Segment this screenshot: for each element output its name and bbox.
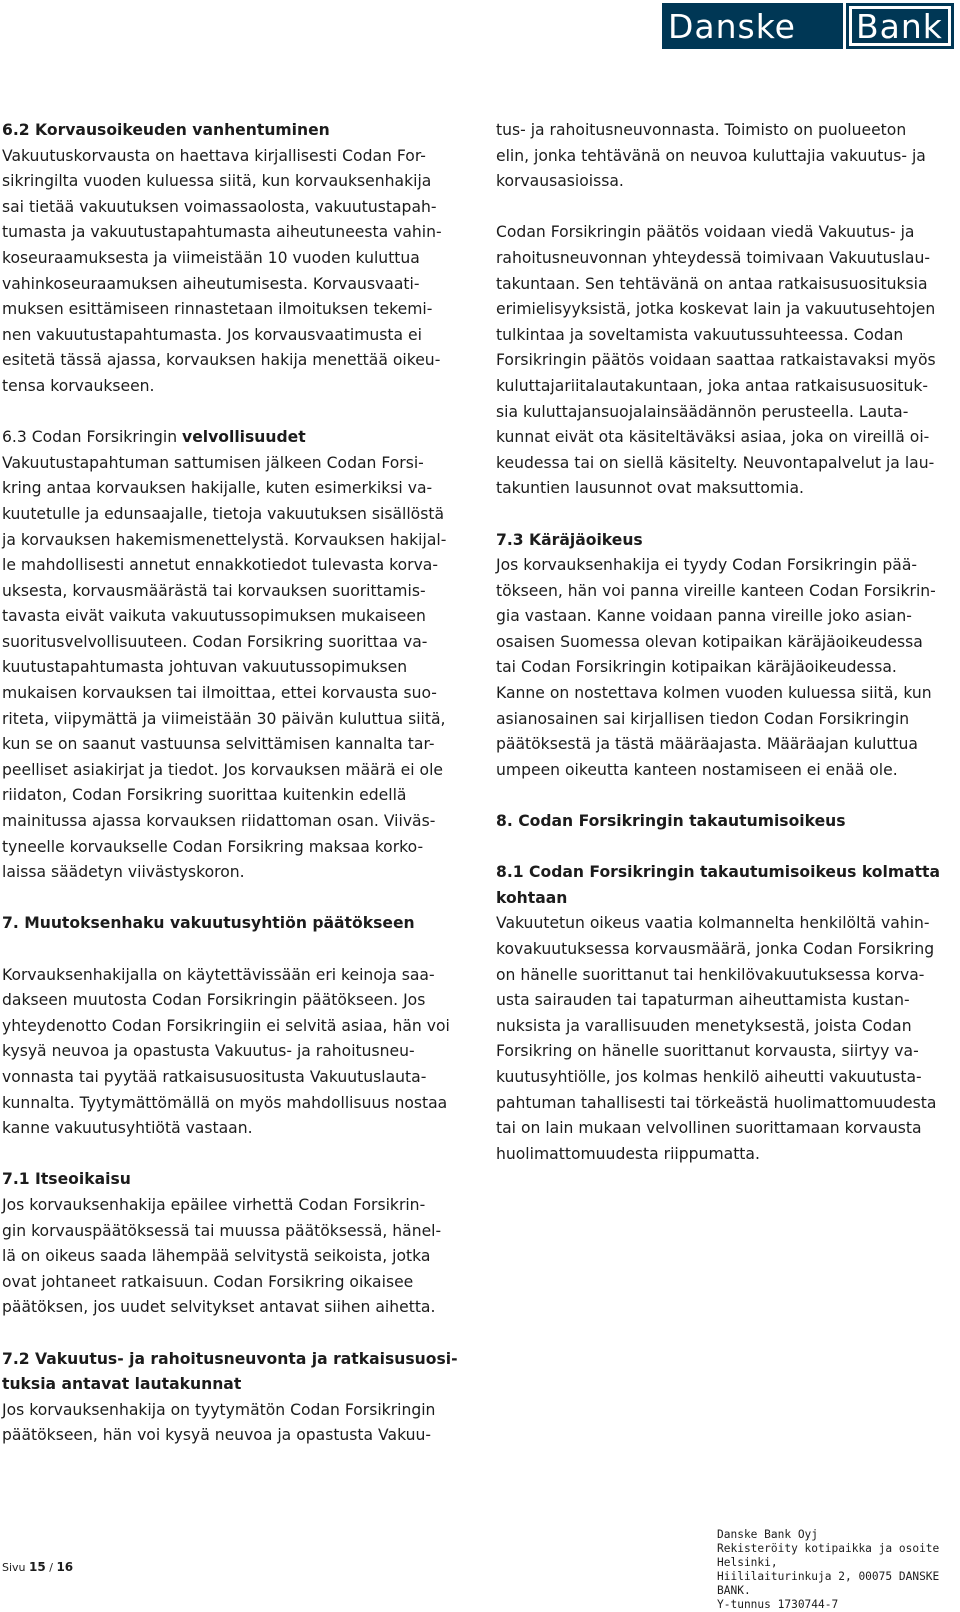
left-column xyxy=(2,118,472,1449)
section-8-1-text: Vakuutetun oikeus vaatia kolmannelta henkilöltä vahin- kovakuutuksessa korvausmäärä, jonka Codan Forsikring on hänelle suorittanut tai henkilövakuutuksessa korva- usta sairauden tai tapaturman aiheuttamista kustan- nuksista ja varallisuuden menetyksestä, joista Codan Forsikring on hänelle suorittanut korvausta, siirtyy va- kuutusyhtiölle, jos kolmas henkilö aiheutti vakuutusta- pahtuman tahallisesti tai törkeästä huolimattomuudesta tai on lain mukaan velvollinen suorittamaan korvausta huolimattomuudesta riippumatta. xyxy=(496,914,937,1163)
page-total: 16 xyxy=(56,1560,74,1574)
right-column xyxy=(496,118,960,1167)
page-current: 15 xyxy=(29,1560,46,1574)
section-7-3-text: Jos korvauksenhakija ei tyydy Codan Forsikringin pää- tökseen, hän voi panna vireille kanteen Codan Forsikrin- gia vastaan. Kanne voidaan panna vireille joko asian- osaisen Suomessa olevan kotipaikan käräjäoikeudessa tai Codan Forsikringin kotipaikan käräjäoikeudessa. Kanne on nostettava kolmen vuoden kuluessa siitä, kun asianosainen sai kirjallisen tiedon Codan Forsikringin päätöksestä ja tästä määräajasta. Määräajan kuluttua umpeen oikeutta kanteen nostamiseen ei enää ole. xyxy=(496,556,936,779)
section-7-1-text: Jos korvauksenhakija epäilee virhettä Codan Forsikrin- gin korvauspäätöksessä tai muussa päätöksessä, hänel- lä on oikeus saada lähempää selvitystä seikoista, jotka ovat johtaneet ratkaisuun. Codan Forsikring oikaisee päätöksen, jos uudet selvitykset antavat siihen aihetta. xyxy=(2,1195,442,1317)
company-address: Hiililaiturinkuja 2, 00075 DANSKE BANK. xyxy=(717,1570,940,1597)
section-6-3-heading-bold: velvollisuudet xyxy=(182,428,306,447)
page-separator: / xyxy=(45,1561,57,1574)
section-7-2-heading: 7.2 Vakuutus- ja rahoitusneuvonta ja ratkaisusuosi- tuksia antavat lautakunnat xyxy=(2,1349,458,1394)
company-registered-office: Rekisteröity kotipaikka ja osoite Helsinki, xyxy=(717,1542,940,1569)
section-8-1-heading: 8.1 Codan Forsikringin takautumisoikeus kolmatta kohtaan xyxy=(496,863,941,907)
section-6-3-text: Vakuutustapahtuman sattumisen jälkeen Codan Forsi- kring antaa korvauksen hakijalle, kuten esimerkiksi va- kuutetulle ja edunsaajalle, tietoja vakuutuksen sisällöstä ja korvauksen hakemismenettelystä. Korvauksen hakijal- le mahdollisesti annetut ennakkotiedot tulevasta korva- uksesta, korvausmäärästä tai korvauksen suorittamis- tavasta eivät vaikuta vakuutussopimuksen mukaiseen suoritusvelvollisuuteen. Codan Forsikring suorittaa va- kuutustapahtumasta johtuvan vakuutussopimuksen mukaisen korvauksen tai ilmoittaa, ettei korvausta suo- riteta, viipymättä ja viimeistään 30 päivän kuluttua siitä, kun se on saanut vastuunsa selvittämisen kannalta tar- peelliset asiakirjat ja tiedot. Jos korvauksen määrä ei ole riidaton, Codan Forsikring suorittaa kuitenkin edellä mainitussa ajassa korvauksen riidattoman osan. Viiväs- tyneelle korvaukselle Codan Forsikring maksaa korko- laissa säädetyn viivästyskoron. xyxy=(2,453,447,882)
section-7-3-heading: 7.3 Käräjäoikeus xyxy=(496,530,643,549)
section-7-heading: 7. Muutoksenhaku vakuutusyhtiön päätökseen xyxy=(2,914,415,933)
section-6-3-heading xyxy=(2,425,472,451)
page-label: Sivu xyxy=(2,1561,30,1574)
section-7-2-continued-2: Codan Forsikringin päätös voidaan viedä Vakuutus- ja rahoitusneuvonnan yhteydessä toimivaan Vakuutuslau- takuntaan. Sen tehtävänä on antaa ratkaisusuosituksia erimielisyyksistä, jotka koskevat lain ja vakuutusehtojen tulkintaa ja soveltamista vakuutussuhteessa. Codan Forsikringin päätös voidaan saattaa ratkaistavaksi myös kuluttajariitalautakuntaan, joka antaa ratkaisusuosituk- sia kuluttajansuojalainsäädännön perusteella. Lauta- kunnat eivät ota käsiteltäväksi asiaa, joka on vireillä oi- keudessa tai on siellä käsitelty. Neuvontapalvelut ja lau- takuntien lausunnot ovat maksuttomia. xyxy=(496,223,936,498)
company-name: Danske Bank Oyj xyxy=(717,1528,819,1541)
company-business-id: Y-tunnus 1730744-7 xyxy=(717,1598,839,1611)
section-7-text: Korvauksenhakijalla on käytettävissään eri keinoja saa- dakseen muutosta Codan Forsikringin päätökseen. Jos yhteydenotto Codan Forsikringiin ei selvitä asiaa, hän voi kysyä neuvoa ja opastusta Vakuutus- ja rahoitusneu- vonnasta tai pyytää ratkaisusuositusta Vakuutuslauta- kunnalta. Tyytymättömällä on myös mahdollisuus nostaa kanne vakuutusyhtiötä vastaan. xyxy=(2,965,450,1138)
section-6-2-text: Vakuutuskorvausta on haettava kirjallisesti Codan For- sikringilta vuoden kuluessa siitä, kun korvauksenhakija sai tietää vakuutuksen voimassaolosta, vakuutustapah- tumasta ja vakuutustapahtumasta aiheutuneesta vahin- koseuraamuksesta ja viimeistään 10 vuoden kuluttua vahinkoseuraamuksen aiheutumisesta. Korvausvaati- muksen esittämiseen rinnastetaan ilmoituksen tekemi- nen vakuutustapahtumasta. Jos korvausvaatimusta ei esitetä tässä ajassa, korvauksen hakija menettää oikeu- tensa korvaukseen. xyxy=(2,146,442,395)
company-info xyxy=(717,1528,960,1612)
logo-word-bank: Bank xyxy=(846,3,954,49)
section-8-heading: 8. Codan Forsikringin takautumisoikeus xyxy=(496,812,846,831)
danske-bank-logo xyxy=(662,3,954,49)
section-6-2-heading: 6.2 Korvausoikeuden vanhentuminen xyxy=(2,121,330,139)
section-7-2-continued-1: tus- ja rahoitusneuvonnasta. Toimisto on puolueeton elin, jonka tehtävänä on neuvoa kuluttajia vakuutus- ja korvausasioissa. xyxy=(496,121,926,191)
page-number xyxy=(2,1560,73,1574)
section-7-1-heading: 7.1 Itseoikaisu xyxy=(2,1170,131,1189)
section-7-2-text: Jos korvauksenhakija on tyytymätön Codan Forsikringin päätökseen, hän voi kysyä neuvoa ja opastusta Vakuu- xyxy=(2,1400,436,1445)
section-6-3-heading-prefix: 6.3 Codan Forsikringin xyxy=(2,428,183,447)
logo-word-danske: Danske xyxy=(662,3,846,49)
